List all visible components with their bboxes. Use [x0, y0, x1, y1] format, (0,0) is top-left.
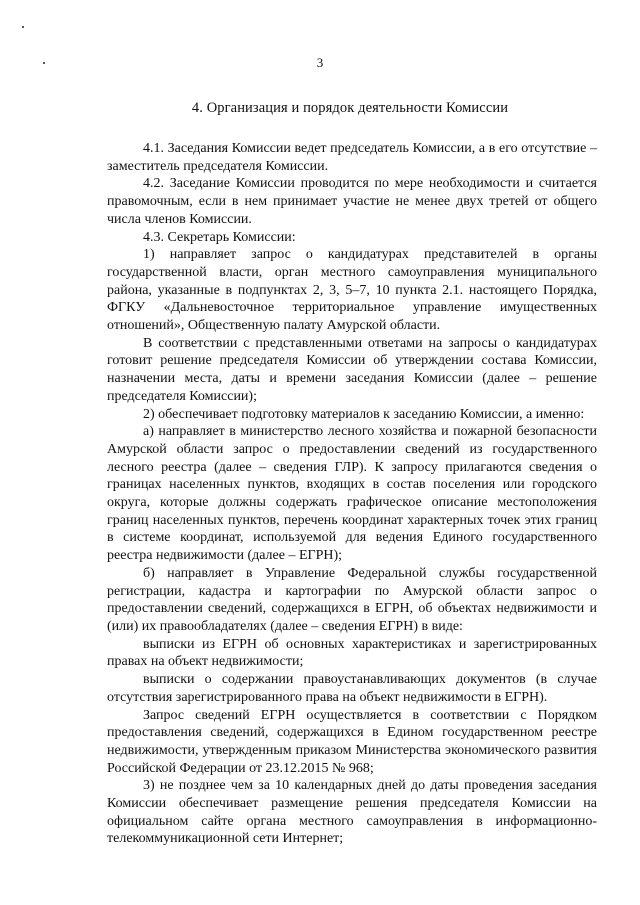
paragraph-item-2a: а) направляет в министерство лесного хозяйства и пожарной безопасности Амурской области запрос о предоставлении сведений из государственного лесного реестра (далее – сведения ГЛР). К запросу прилагаются сведения о границах населенных пунктов, входящих в состав поселения или городского округа, которые должны содержать графическое описание местоположения границ населенных пунктов, перечень координат характерных точек этих границ в системе координат, используемой для ведения Единого государственного реестра недвижимости (далее – ЕГРН); — [107, 424, 597, 564]
paragraph-egrn-request: Запрос сведений ЕГРН осуществляется в соответствии с Порядком предоставления сведений, содержащихся в Едином государственном реестре недвижимости, утвержденным приказом Министерства экономического развития Российской Федерации от 23.12.2015 № 968; — [107, 707, 597, 776]
paragraph-4-1: 4.1. Заседания Комиссии ведет председатель Комиссии, а в его отсутствие – заместитель председателя Комиссии. — [107, 141, 597, 174]
paragraph-4-3: 4.3. Секретарь Комиссии: — [143, 229, 296, 245]
paragraph-item-1: 1) направляет запрос о кандидатурах представителей в органы государственной власти, орган местного самоуправления муниципального района, указанные в подпунктах 2, 3, 5–7, 10 пункта 2.1. настоящего Порядка, ФГКУ «Дальневосточное территориальное управление имущественных отношений», Общественную палату Амурской области. — [107, 247, 597, 334]
paragraph-extract-documents: выписки о содержании правоустанавливающих документов (в случае отсутствия зарегистрированного права на объект недвижимости в ЕГРН). — [107, 672, 597, 705]
paragraph-item-1-decision: В соответствии с представленными ответами на запросы о кандидатурах готовит решение председателя Комиссии об утверждении состава Комиссии, назначении места, даты и времени заседания Комиссии (далее – решение председателя Комиссии); — [107, 335, 597, 404]
paragraph-extract-rights: выписки из ЕГРН об основных характеристиках и зарегистрированных правах на объект недвижимости; — [107, 636, 597, 670]
paragraph-item-2b: б) направляет в Управление Федеральной службы государственной регистрации, кадастра и картографии по Амурской области запрос о предоставлении сведений, содержащихся в ЕГРН, об объектах недвижимости и (или) их правообладателях (далее – сведения ЕГРН) в виде: — [107, 565, 597, 634]
paragraph-item-3: 3) не позднее чем за 10 календарных дней до даты проведения заседания Комиссии обеспечивает размещение решения председателя Комиссии на официальном сайте органа местного самоуправления в информационно-телекоммуникационной сети Интернет; — [107, 778, 597, 847]
paragraph-4-2: 4.2. Заседание Комиссии проводится по мере необходимости и считается правомочным, если в нем принимает участие не менее двух третей от общего числа членов Комиссии. — [107, 176, 597, 227]
scan-speck — [22, 26, 24, 28]
document-body — [107, 140, 597, 848]
section-title: 4. Организация и порядок деятельности Комиссии — [191, 100, 509, 116]
page-number: 3 — [316, 55, 324, 70]
paragraph-item-2: 2) обеспечивает подготовку материалов к заседанию Комиссии, а именно: — [143, 406, 585, 422]
